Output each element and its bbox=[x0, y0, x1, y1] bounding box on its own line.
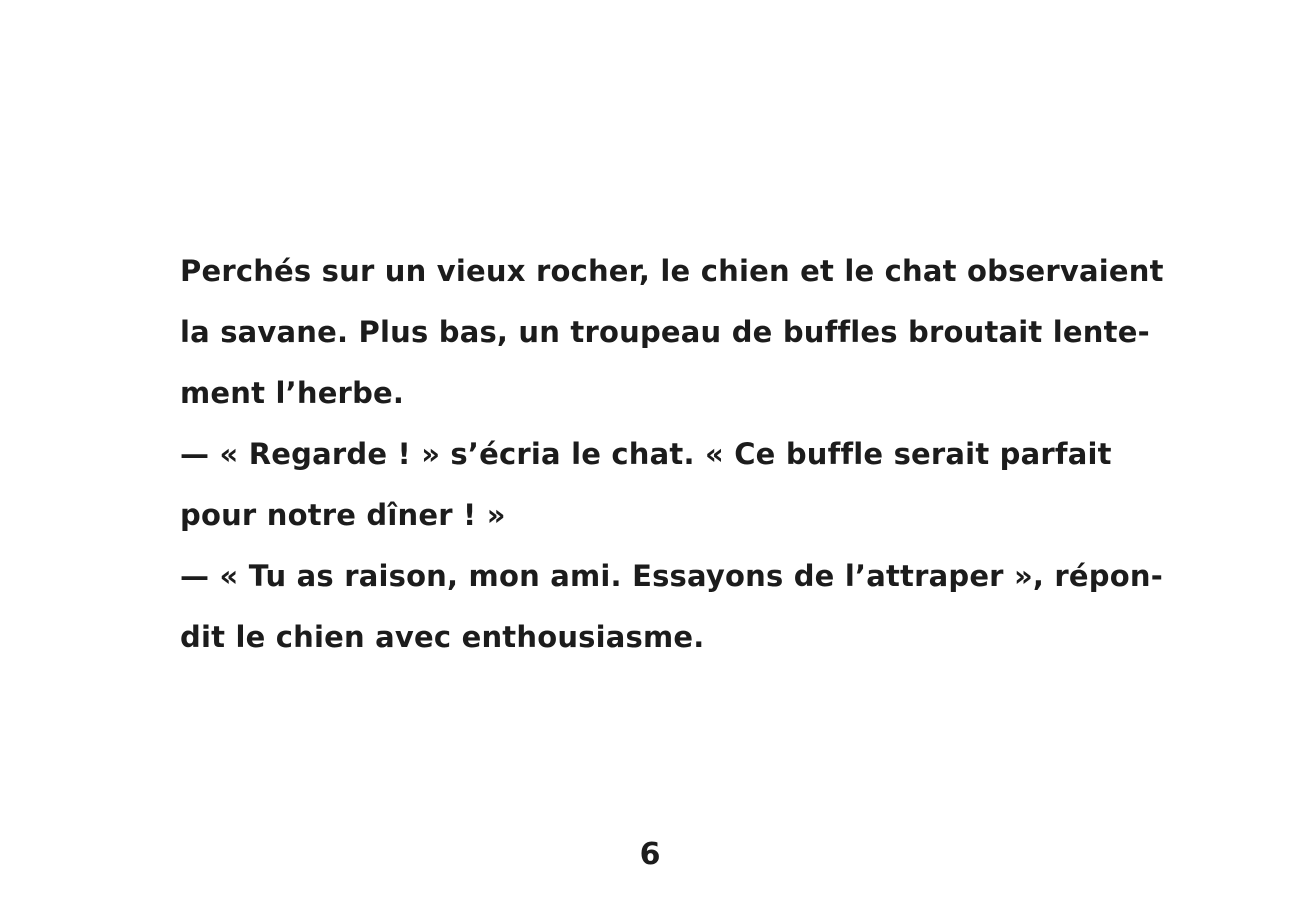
story-line: — « Tu as raison, mon ami. Essayons de l’attraper », répon- bbox=[180, 559, 1163, 593]
story-line: ment l’herbe. bbox=[180, 376, 405, 410]
story-line: Perchés sur un vieux rocher, le chien et le chat observaient bbox=[180, 254, 1164, 288]
story-line: la savane. Plus bas, un troupeau de buffles broutait lente- bbox=[180, 315, 1150, 349]
story-line: dit le chien avec enthousiasme. bbox=[180, 620, 705, 654]
story-text bbox=[180, 241, 1164, 668]
story-line: — « Regarde ! » s’écria le chat. « Ce buffle serait parfait bbox=[180, 437, 1112, 471]
page-number: 6 bbox=[639, 837, 661, 872]
story-line: pour notre dîner ! » bbox=[180, 498, 506, 532]
